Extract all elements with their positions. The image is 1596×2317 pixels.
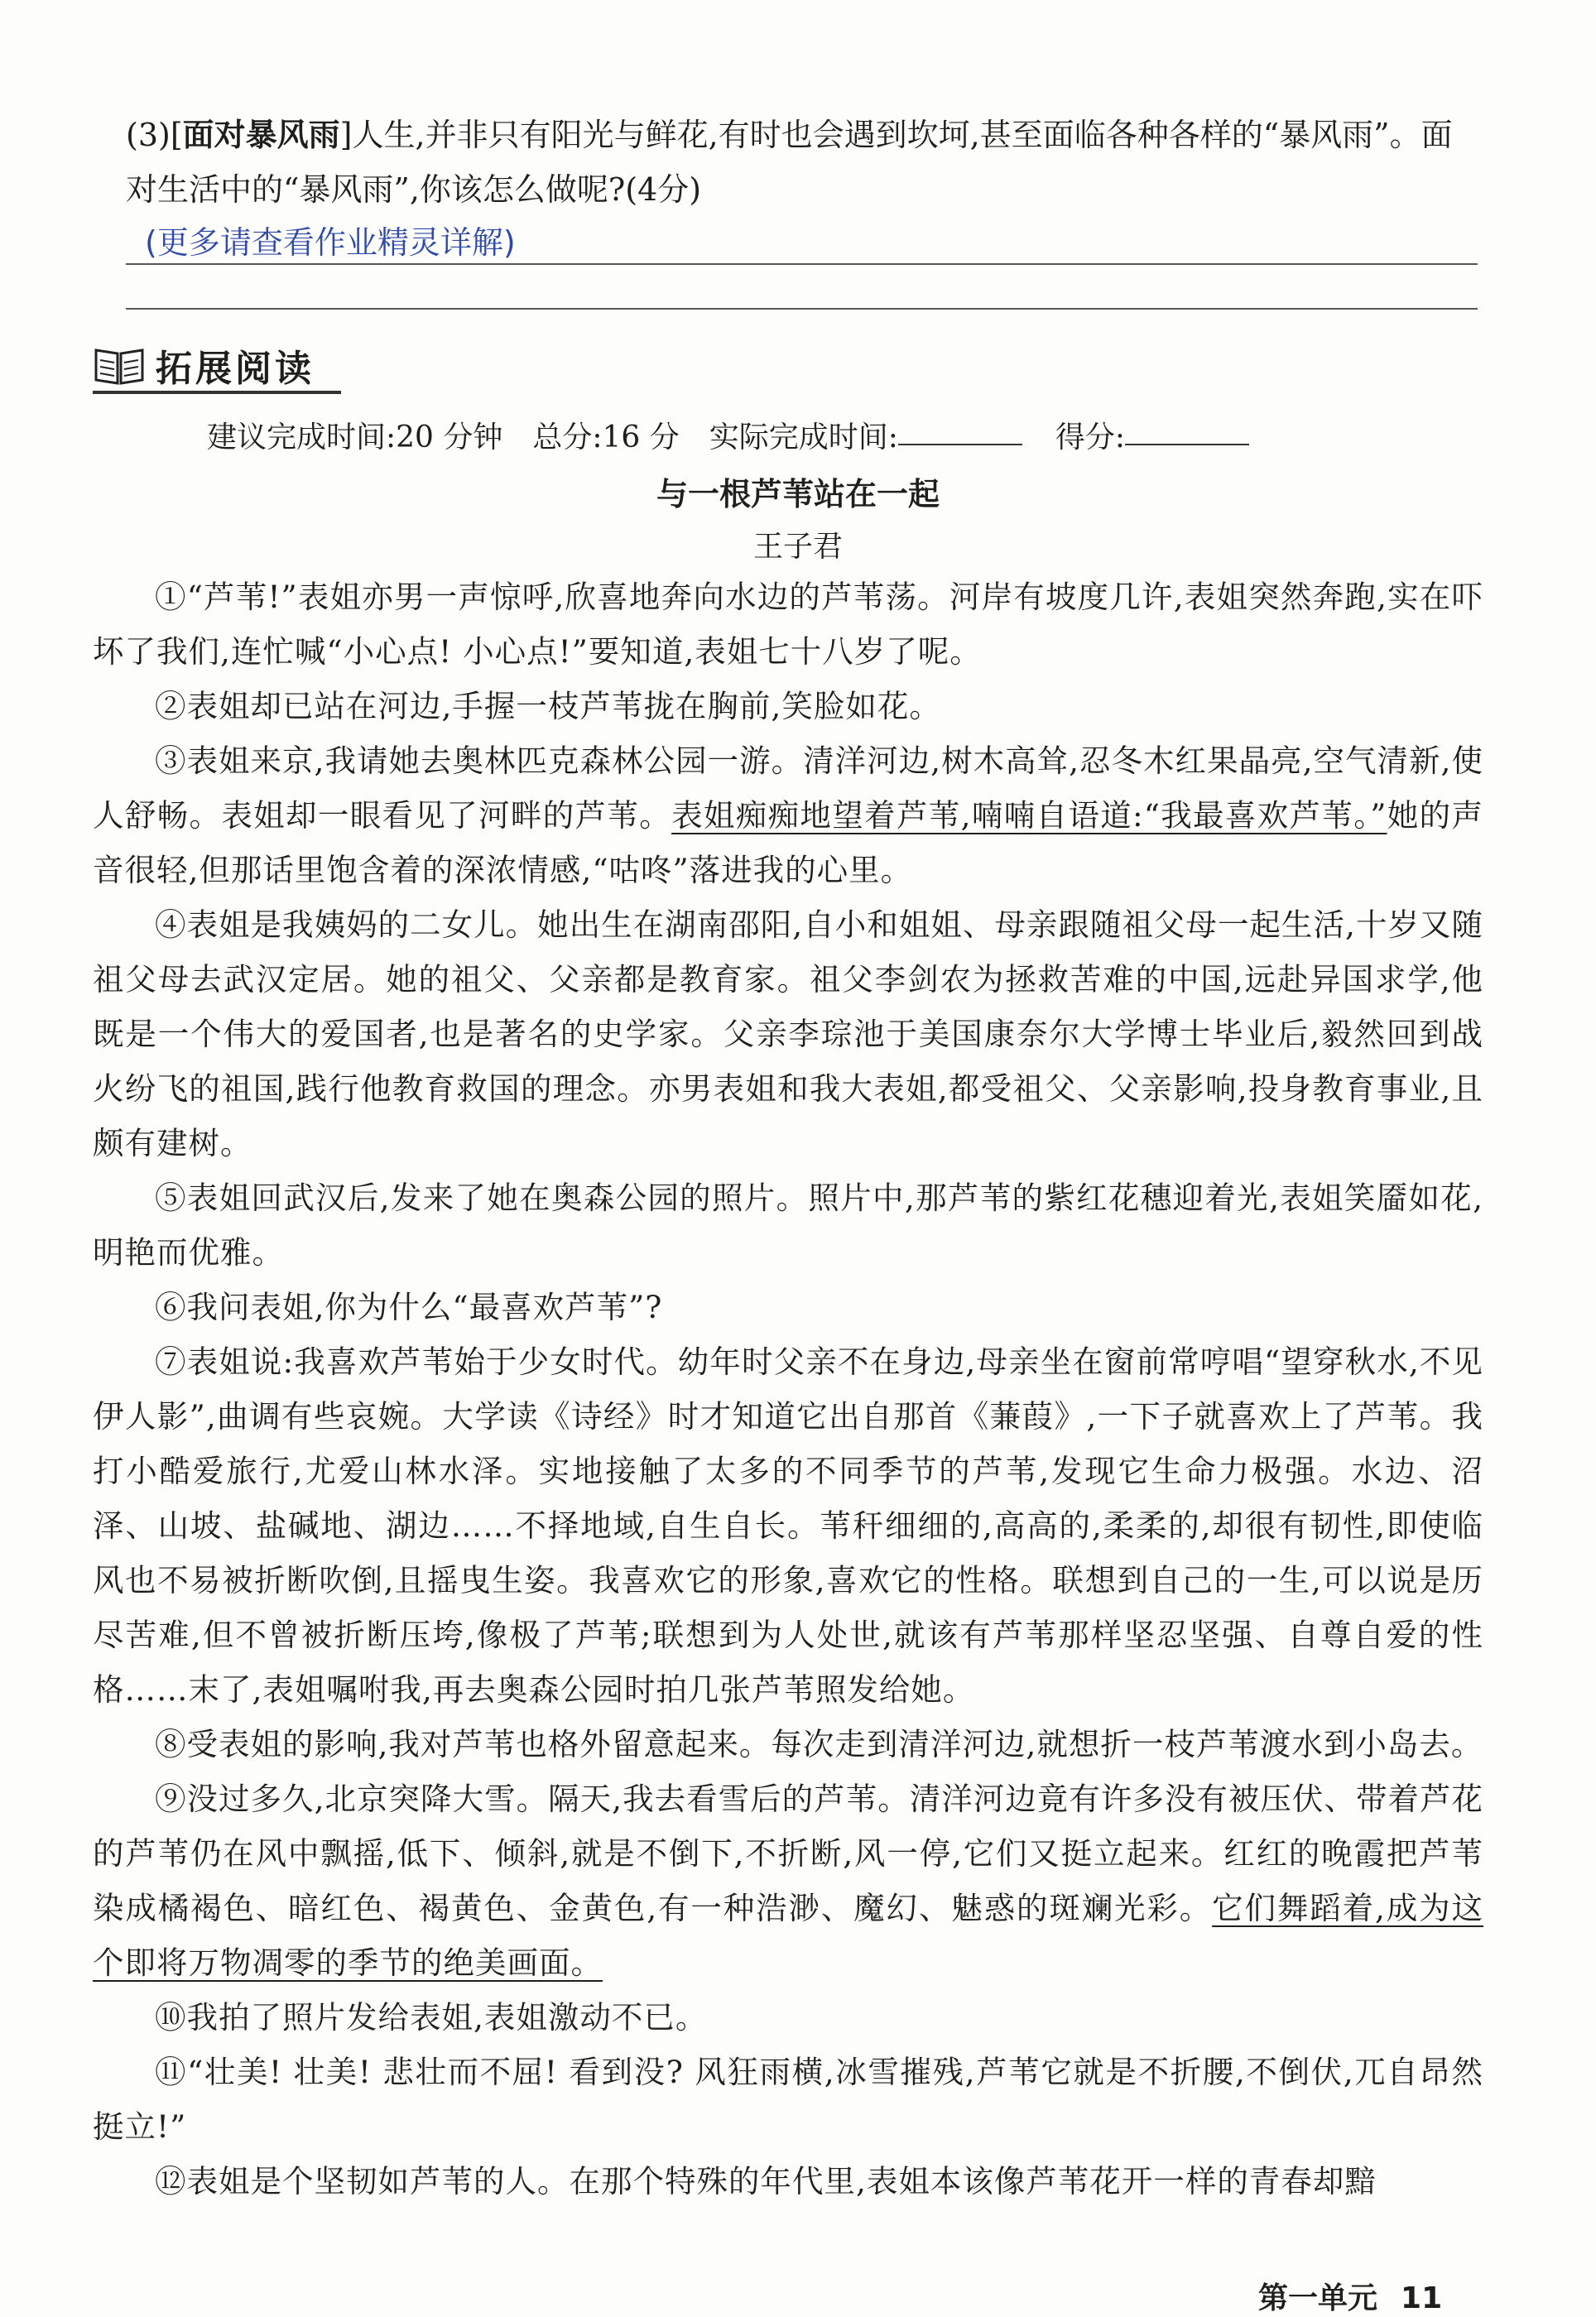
paragraph-2: ②表姐却已站在河边,手握一枝芦苇拢在胸前,笑脸如花。 [155,688,941,724]
article-body [93,570,1483,2209]
total-score: 总分:16 分 [532,421,680,454]
actual-time-blank[interactable] [898,414,1022,445]
paragraph-3 [93,733,1483,897]
paragraph-10: ⑩我拍了照片发给表姐,表姐激动不已。 [155,1999,708,2036]
article-author: 王子君 [752,530,843,564]
paragraph-3-part-a: ③表姐来京,我请她去奥林匹克森林公园一游。清洋河边,树木高耸,忍冬木红果晶亮,空气清新,使人舒畅。表姐却一眼看见了河畔的芦苇。 [93,743,1483,834]
paragraph-1: ①“芦苇!”表姐亦男一声惊呼,欣喜地奔向水边的芦苇荡。河岸有坡度几许,表姐突然奔跑,实在吓坏了我们,连忙喊“小心点! 小心点!”要知道,表姐七十八岁了呢。 [93,579,1483,670]
page-number: 11 [1401,2281,1443,2315]
paragraph-3-underlined: 表姐痴痴地望着芦苇,喃喃自语道:“我最喜欢芦苇。” [671,797,1387,834]
paragraph-3-part-b: 她的声音很轻,但那话里饱含着的深浓情感,“咕咚”落进我的心里。 [93,797,1483,888]
section-underline [93,391,341,394]
paragraph-9 [93,1771,1483,1990]
paragraph-4: ④表姐是我姨妈的二女儿。她出生在湖南邵阳,自小和姐姐、母亲跟随祖父母一起生活,十岁又随祖父母去武汉定居。她的祖父、父亲都是教育家。祖父李剑农为拯救苦难的中国,远赴异国求学,他既是一个伟大的爱国者,也是著名的史学家。父亲李琮池于美国康奈尔大学博士毕业后,毅然回到战火纷飞的祖国,践行他教育救国的理念。亦男表姐和我大表姐,都受祖父、父亲影响,投身教育事业,且颇有建树。 [93,906,1483,1161]
score-blank[interactable] [1125,414,1249,445]
paragraph-7: ⑦表姐说:我喜欢芦苇始于少女时代。幼年时父亲不在身边,母亲坐在窗前常哼唱“望穿秋水,不见伊人影”,曲调有些哀婉。大学读《诗经》时才知道它出自那首《蒹葭》,一下子就喜欢上了芦苇。我打小酷爱旅行,尤爱山林水泽。实地接触了太多的不同季节的芦苇,发现它生命力极强。水边、沼泽、山坡、盐碱地、湖边……不择地域,自生自长。苇秆细细的,高高的,柔柔的,却很有韧性,即使临风也不易被折断吹倒,且摇曳生姿。我喜欢它的形象,喜欢它的性格。联想到自己的一生,可以说是历尽苦难,但不曾被折断压垮,像极了芦苇;联想到为人处世,就该有芦苇那样坚忍坚强、自尊自爱的性格……末了,表姐嘱咐我,再去奥森公园时拍几张芦苇照发给她。 [93,1344,1483,1708]
suggested-time: 建议完成时间:20 分钟 [207,421,503,454]
answer-line-1 [126,263,1478,265]
paragraph-8: ⑧受表姐的影响,我对芦苇也格外留意起来。每次走到清洋河边,就想折一枝芦苇渡水到小岛去。 [155,1726,1483,1762]
section-title: 拓展阅读 [156,348,315,390]
paragraph-11: ⑪“壮美! 壮美! 悲壮而不屈! 看到没? 风狂雨横,冰雪摧残,芦苇它就是不折腰,不倒伏,兀自昂然挺立!” [93,2054,1483,2145]
meta-row [207,414,1282,456]
question-3-tag: 面对暴风雨 [182,117,340,153]
actual-time-label: 实际完成时间: [709,421,898,454]
paragraph-9-part-a: ⑨没过多久,北京突降大雪。隔天,我去看雪后的芦苇。清洋河边竟有许多没有被压伏、带着芦花的芦苇仍在风中飘摇,低下、倾斜,就是不倒下,不折断,风一停,它们又挺立起来。红红的晚霞把芦苇染成橘褐色、暗红色、褐黄色、金黄色,有一种浩渺、魔幻、魅惑的斑斓光彩。 [93,1781,1483,1926]
paragraph-12: ⑫表姐是个坚韧如芦苇的人。在那个特殊的年代里,表姐本该像芦苇花开一样的青春却黯 [155,2163,1377,2199]
paragraph-6: ⑥我问表姐,你为什么“最喜欢芦苇”? [155,1289,663,1325]
question-3-prefix: (3)[ [126,117,183,153]
question-3-text: ]人生,并非只有阳光与鲜花,有时也会遇到坎坷,甚至面临各种各样的“暴风雨”。面对生活中的“暴风雨”,你该怎么做呢?(4分) [126,117,1453,208]
question-3 [126,108,1483,217]
score-label: 得分: [1055,421,1126,454]
section-header [93,339,315,391]
book-icon [93,344,146,387]
paragraph-9-underlined: 它们舞蹈着,成为这个即将万物凋零的季节的绝美画面。 [93,1890,1484,1981]
page-footer [1258,2275,1442,2317]
answer-link[interactable]: (更多请查看作业精灵详解) [145,224,516,261]
unit-label: 第一单元 [1258,2281,1378,2315]
paragraph-5: ⑤表姐回武汉后,发来了她在奥森公园的照片。照片中,那芦苇的紫红花穗迎着光,表姐笑靥如花,明艳而优雅。 [93,1180,1483,1271]
answer-line-2 [126,308,1478,310]
article-title: 与一根芦苇站在一起 [656,476,940,512]
